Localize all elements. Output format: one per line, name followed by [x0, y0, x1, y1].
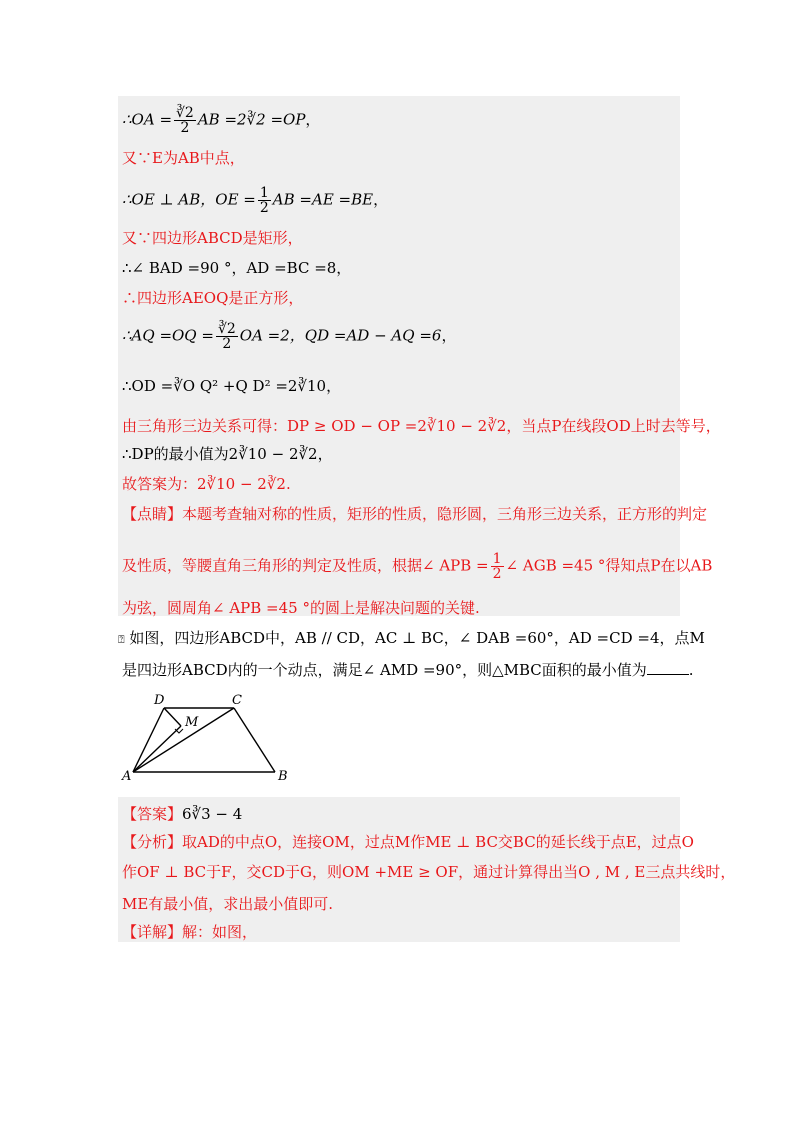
segment-dm	[164, 708, 181, 726]
solution-line-3: ∴OE ⊥ AB，OE = $\frac{1}{2}$ AB =AE =BE，	[122, 185, 389, 216]
analysis-line-2: 作OF ⊥ BC于F，交CD于G，则OM +ME ≥ OF，通过计算得出当O , M , E三点共线时，	[122, 863, 736, 881]
problem-marker: ⍰	[118, 633, 125, 646]
analysis-line-3: ME有最小值，求出最小值即可.	[122, 895, 334, 913]
detail-tag: 【详解】	[122, 923, 183, 941]
label-c: C	[232, 693, 242, 708]
quadrilateral-figure	[118, 690, 298, 782]
solution-line-5: ∴∠ BAD =90 °，AD =BC =8，	[122, 259, 352, 277]
fraction: $\frac{∛2}{2}$	[217, 321, 236, 352]
fraction: $\frac{1}{2}$	[492, 551, 502, 582]
answer-line	[122, 804, 242, 824]
solution-line-11: 故答案为：2∛10 − 2∛2.	[122, 475, 291, 493]
comment-line-2: 及性质，等腰直角三角形的判定及性质，根据∠ APB = $\frac{1}{2}$ ∠ AGB =45 °得知点P在以AB	[122, 551, 713, 582]
solution-shade	[118, 96, 680, 616]
solution-line-2: 又∵E为AB中点，	[122, 149, 245, 167]
segment-am	[133, 726, 181, 772]
label-a: A	[122, 769, 132, 782]
answer-tag: 【答案】	[122, 805, 183, 823]
solution-line-1: ∴OA = $\frac{∛2}{2}$ AB =2∛2 =OP，	[122, 105, 321, 136]
answer-blank	[647, 660, 689, 675]
analysis-line-1	[122, 832, 694, 852]
fraction: $\frac{∛2}{2}$	[176, 105, 194, 136]
label-d: D	[154, 693, 165, 708]
analysis-text-1: 取AD的中点O，连接OM，过点M作ME ⊥ BC交BC的延长线于点E，过点O	[182, 833, 694, 851]
comment-text-1: 本题考查轴对称的性质，矩形的性质，隐形圆，三角形三边关系，正方形的判定	[182, 505, 708, 523]
solution-line-10: ∴DP的最小值为2∛10 − 2∛2，	[122, 445, 333, 463]
comment-line-3: 为弦，圆周角∠ APB =45 °的圆上是解决问题的关键.	[122, 599, 480, 617]
detail-line	[122, 922, 257, 942]
problem-line-2	[122, 660, 694, 680]
detail-text: 解：如图，	[182, 923, 258, 941]
comment-tag: 【点睛】	[122, 505, 183, 523]
fraction: $\frac{1}{2}$	[259, 185, 269, 216]
solution-line-9: 由三角形三边关系可得：DP ≥ OD − OP =2∛10 − 2∛2，当点P在线段OD上时去等号，	[122, 417, 721, 435]
segment-cb	[234, 708, 275, 772]
solution-line-6: ∴四边形AEOQ是正方形，	[122, 289, 304, 307]
problem-text-1: 如图，四边形ABCD中，AB // CD，AC ⊥ BC，∠ DAB =60°，AD =CD =4，点M	[129, 629, 705, 647]
label-m: M	[185, 715, 199, 730]
solution-line-4: 又∵四边形ABCD是矩形，	[122, 229, 303, 247]
label-b: B	[278, 769, 288, 782]
problem-text-2: 是四边形ABCD内的一个动点，满足∠ AMD =90°，则△MBC面积的最小值为	[122, 661, 647, 679]
problem-end: .	[688, 661, 694, 679]
answer-value: 6∛3 − 4	[182, 805, 243, 823]
solution-line-7: ∴AQ =OQ = $\frac{∛2}{2}$ OA =2，QD =AD − AQ =6，	[122, 321, 457, 352]
comment-line-1	[122, 504, 707, 524]
problem-line-1	[118, 628, 705, 650]
analysis-tag: 【分析】	[122, 833, 183, 851]
solution-line-8: ∴OD =∛O Q² +Q D² =2∛10，	[122, 377, 342, 395]
